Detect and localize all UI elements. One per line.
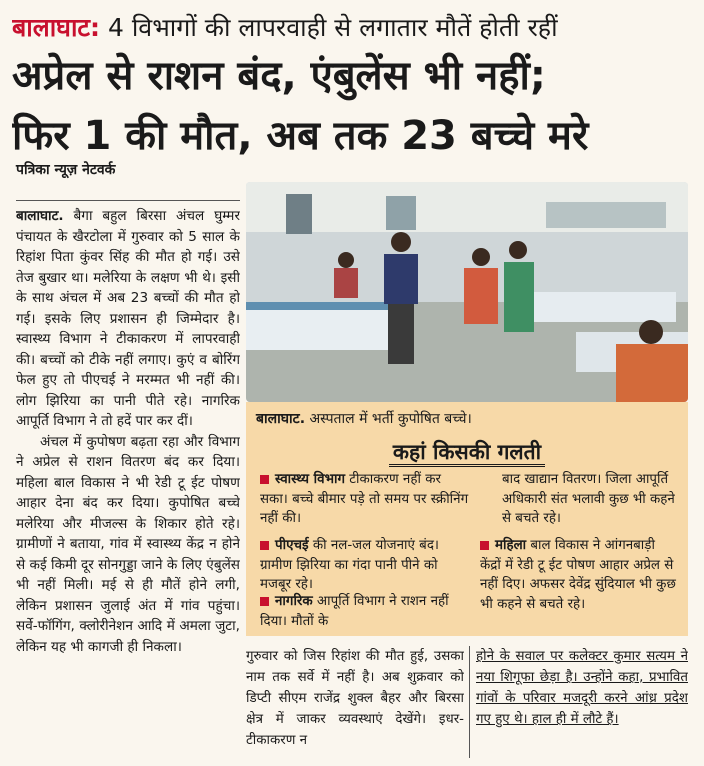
- who-is-to-blame-box: [246, 436, 688, 636]
- blame-item-health: स्वास्थ्य विभाग टीकाकरण नहीं कर सका। बच्चे बीमार पड़े तो समय पर स्क्रीनिंग नहीं की।: [260, 472, 469, 526]
- kicker-text: 4 विभागों की लापरवाही से लगातार मौतें होती रहीं: [100, 13, 558, 42]
- bottom-column-1: गुरुवार को जिस रिहांश की मौत हुई, उसका नाम तक सर्वे में नहीं है। अब शुक्रवार को डिप्टी सीएम राजेंद्र शुक्ल बैहर और बिरसा क्षेत्र में जाकर व्यवस्थाएं देखेंगे। इधर-टीकाकरण न: [246, 649, 464, 748]
- byline: पत्रिका न्यूज़ नेटवर्क: [16, 162, 116, 178]
- caption-place: बालाघाट.: [256, 411, 306, 427]
- blame-item-civil-supply: नागरिक आपूर्ति विभाग ने राशन नहीं दिया। मौतों के: [260, 594, 449, 629]
- headline-line-2: फिर 1 की मौत, अब तक 23 बच्चे मरे: [12, 113, 589, 159]
- headline-line-1: अप्रेल से राशन बंद, एंबुलेंस भी नहीं;: [12, 53, 546, 99]
- column-divider: [469, 646, 470, 758]
- article-paragraph-1: बैगा बहुल बिरसा अंचल घुम्मर पंचायत के खैरटोला में गुरुवार को 5 साल के रिहांश पिता कुंवर सिंह की मौत हो गई। उसे तेज बुखार था। मलेरिया के लक्षण भी थे। इसी के साथ अंचल में अब 23 बच्चों की मौत हो गई। इसके लिए प्रशासन ही जिम्मेदार है। स्वास्थ्य विभाग ने टीकाकरण में लापरवाही की। बच्चों को टीके नहीं लगाए। कुएं व बोरिंग फेल हुए तो पीएचई ने मरम्मत भी नहीं की। लोग झिरिया का पानी पीते रहे। नागरिक आपूर्ति विभाग ने तो हदें पार कर दीं।: [16, 208, 240, 429]
- red-square-bullet-icon: [260, 597, 269, 606]
- hospital-ward-photo: [246, 182, 688, 402]
- red-square-bullet-icon: [260, 541, 269, 550]
- blame-item-civil-supply-continued: बाद खाद्यान वितरण। जिला आपूर्ति अधिकारी संत भलावी कुछ भी कहने से बचते रहे।: [502, 472, 675, 526]
- kicker-line: [12, 8, 696, 48]
- column-rule: [16, 200, 240, 201]
- caption-text: अस्पताल में भर्ती कुपोषित बच्चे।: [305, 411, 472, 427]
- bottom-column-2: होने के सवाल पर कलेक्टर कुमार सत्यम ने नया शिगूफा छेड़ा है। उन्होंने कहा, प्रभावित गांवों के परिवार मजदूरी करने आंध्र प्रदेश गए हुए थे। हाल ही में लौटे हैं।: [476, 649, 688, 727]
- dateline: बालाघाट.: [16, 208, 64, 224]
- article-paragraph-2: अंचल में कुपोषण बढ़ता रहा और विभाग ने अप्रेल से राशन वितरण बंद कर दिया। महिला बाल विकास ने भी रेडी टू ईट पोषण आहार देना बंद कर दिया। कुपोषित बच्चे मलेरिया और मीजल्स के शिकार होते रहे। ग्रामीणों ने बताया, गांव में स्वास्थ्य केंद्र न होने से कई किमी दूर सोनगुड्डा जाने के लिए एंबुलेंस भी नहीं मिली। मई से ही मौतें होने लगी, लेकिन प्रशासन जुलाई अंत में गांव पहुंचा। सर्वे-फॉगिंग, क्लोरीनेशन आदि में अमला जुटा, लेकिन यह भी कागजी ही निकला।: [16, 433, 240, 655]
- blame-item-women-child: महिला बाल विकास ने आंगनबाड़ी केंद्रों में रेडी टू ईट पोषण आहार अप्रेल से नहीं दिए। अफसर देवेंद्र सुंदियाल भी कुछ भी कहने से बचते रहे।: [480, 538, 676, 612]
- kicker-place: बालाघाट:: [12, 13, 101, 42]
- blame-item-phe: पीएचई की नल-जल योजनाएं बंद। ग्रामीण झिरिया का गंदा पानी पीने को मजबूर रहे।: [260, 538, 440, 592]
- left-article-column: [16, 206, 240, 762]
- red-square-bullet-icon: [260, 475, 269, 484]
- box-title: कहां किसकी गलती: [246, 438, 688, 466]
- photo-caption: [246, 402, 688, 436]
- red-square-bullet-icon: [480, 541, 489, 550]
